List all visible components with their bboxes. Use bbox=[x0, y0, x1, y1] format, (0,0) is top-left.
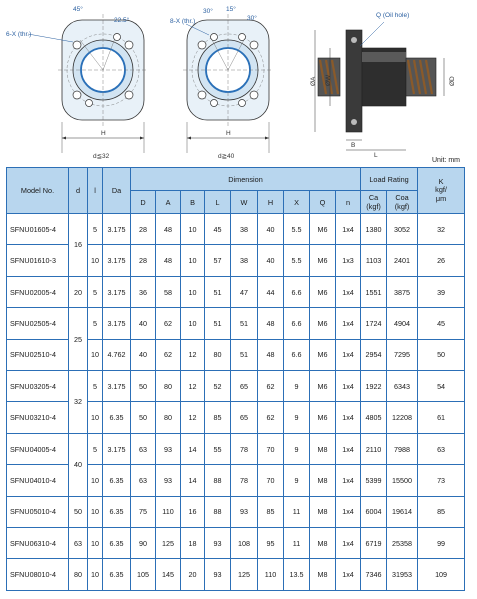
cell-b: 10 bbox=[181, 276, 205, 307]
cell-d: 63 bbox=[131, 433, 156, 464]
cell-w: 51 bbox=[231, 339, 258, 370]
cell-l: 45 bbox=[205, 214, 231, 245]
cell-da: 6.35 bbox=[103, 465, 131, 496]
cell-d: 80 bbox=[69, 559, 88, 591]
cell-ca: 1380 bbox=[361, 214, 387, 245]
spec-table-body bbox=[7, 214, 465, 591]
header-dim-a: A bbox=[156, 191, 181, 214]
header-ca-unit: (kgf) bbox=[366, 202, 381, 211]
cell-l: 52 bbox=[205, 371, 231, 402]
cell-model: SFNU03205-4 bbox=[7, 371, 69, 402]
cell-n: 1x4 bbox=[336, 339, 361, 370]
header-dim-h: H bbox=[258, 191, 284, 214]
cell-q: M6 bbox=[310, 371, 336, 402]
cell-d: 50 bbox=[131, 371, 156, 402]
b-label: B bbox=[351, 142, 356, 149]
cell-da: 6.35 bbox=[103, 559, 131, 591]
header-load-rating: Load Rating bbox=[361, 168, 418, 191]
cell-q: M8 bbox=[310, 433, 336, 464]
table-row bbox=[7, 559, 465, 591]
cell-l: 10 bbox=[88, 339, 103, 370]
cell-h: 62 bbox=[258, 371, 284, 402]
cell-coa: 7988 bbox=[387, 433, 418, 464]
cell-n: 1x4 bbox=[336, 214, 361, 245]
cell-model: SFNU04005-4 bbox=[7, 433, 69, 464]
cell-coa: 15500 bbox=[387, 465, 418, 496]
cell-h: 95 bbox=[258, 528, 284, 559]
cell-l: 80 bbox=[205, 339, 231, 370]
cell-ca: 6719 bbox=[361, 528, 387, 559]
cell-h: 70 bbox=[258, 465, 284, 496]
cell-da: 3.175 bbox=[103, 433, 131, 464]
cell-b: 14 bbox=[181, 465, 205, 496]
cell-n: 1x4 bbox=[336, 496, 361, 527]
cell-k: 63 bbox=[418, 433, 465, 464]
cell-da: 6.35 bbox=[103, 496, 131, 527]
middle-dim-label: d≧40 bbox=[218, 153, 235, 160]
cell-l: 10 bbox=[88, 496, 103, 527]
cell-a: 110 bbox=[156, 496, 181, 527]
table-row bbox=[7, 496, 465, 527]
cell-model: SFNU05010-4 bbox=[7, 496, 69, 527]
cell-ca: 6004 bbox=[361, 496, 387, 527]
cell-w: 51 bbox=[231, 308, 258, 339]
cell-da: 6.35 bbox=[103, 402, 131, 433]
cell-q: M6 bbox=[310, 339, 336, 370]
cell-d: 32 bbox=[69, 371, 88, 434]
left-angle-outer: 45° bbox=[73, 6, 83, 13]
nut-side-view bbox=[310, 12, 456, 159]
cell-da: 3.175 bbox=[103, 245, 131, 276]
cell-n: 1x4 bbox=[336, 559, 361, 591]
table-row bbox=[7, 214, 465, 245]
cell-k: 50 bbox=[418, 339, 465, 370]
dia-d-label: ØD bbox=[449, 76, 456, 86]
cell-coa: 2401 bbox=[387, 245, 418, 276]
cell-n: 1x4 bbox=[336, 371, 361, 402]
cell-h: 48 bbox=[258, 308, 284, 339]
l-label: L bbox=[374, 152, 378, 159]
cell-w: 78 bbox=[231, 433, 258, 464]
cell-q: M8 bbox=[310, 465, 336, 496]
cell-d: 40 bbox=[131, 339, 156, 370]
header-coa-unit: (kgf) bbox=[394, 202, 410, 211]
cell-model: SFNU06310-4 bbox=[7, 528, 69, 559]
cell-ca: 1724 bbox=[361, 308, 387, 339]
cell-k: 85 bbox=[418, 496, 465, 527]
cell-x: 6.6 bbox=[284, 308, 310, 339]
cell-w: 65 bbox=[231, 402, 258, 433]
cell-da: 3.175 bbox=[103, 214, 131, 245]
cell-w: 38 bbox=[231, 245, 258, 276]
cell-x: 6.6 bbox=[284, 276, 310, 307]
cell-k: 109 bbox=[418, 559, 465, 591]
cell-x: 11 bbox=[284, 496, 310, 527]
cell-a: 48 bbox=[156, 245, 181, 276]
cell-l: 5 bbox=[88, 433, 103, 464]
cell-l: 10 bbox=[88, 402, 103, 433]
cell-model: SFNU02510-4 bbox=[7, 339, 69, 370]
cell-d: 105 bbox=[131, 559, 156, 591]
cell-coa: 4904 bbox=[387, 308, 418, 339]
header-dim-x: X bbox=[284, 191, 310, 214]
cell-a: 80 bbox=[156, 402, 181, 433]
cell-w: 47 bbox=[231, 276, 258, 307]
cell-d: 50 bbox=[69, 496, 88, 527]
cell-x: 13.5 bbox=[284, 559, 310, 591]
cell-coa: 31953 bbox=[387, 559, 418, 591]
cell-a: 145 bbox=[156, 559, 181, 591]
left-width-label: H bbox=[101, 130, 106, 137]
flange-view-8-hole bbox=[170, 5, 273, 160]
table-row bbox=[7, 528, 465, 559]
cell-l: 57 bbox=[205, 245, 231, 276]
spec-table bbox=[6, 167, 465, 591]
header-dim-n: n bbox=[336, 191, 361, 214]
cell-n: 1x3 bbox=[336, 245, 361, 276]
middle-angle-left: 30° bbox=[203, 8, 213, 15]
left-bolt-holes-label: 6-X (thr.) bbox=[6, 31, 32, 38]
cell-q: M6 bbox=[310, 245, 336, 276]
cell-model: SFNU01610-3 bbox=[7, 245, 69, 276]
cell-l: 88 bbox=[205, 496, 231, 527]
cell-coa: 12208 bbox=[387, 402, 418, 433]
left-dim-label: d≦32 bbox=[93, 153, 110, 160]
table-row bbox=[7, 371, 465, 402]
cell-model: SFNU03210-4 bbox=[7, 402, 69, 433]
cell-d: 28 bbox=[131, 214, 156, 245]
cell-b: 12 bbox=[181, 402, 205, 433]
header-dimension: Dimension bbox=[131, 168, 361, 191]
cell-l: 51 bbox=[205, 308, 231, 339]
cell-h: 70 bbox=[258, 433, 284, 464]
header-dim-d: D bbox=[131, 191, 156, 214]
cell-n: 1x4 bbox=[336, 528, 361, 559]
cell-da: 3.175 bbox=[103, 371, 131, 402]
header-da: Da bbox=[103, 168, 131, 214]
cell-ca: 1922 bbox=[361, 371, 387, 402]
cell-model: SFNU08010-4 bbox=[7, 559, 69, 591]
cell-a: 62 bbox=[156, 339, 181, 370]
header-dim-b: B bbox=[181, 191, 205, 214]
cell-w: 65 bbox=[231, 371, 258, 402]
header-dim-w: W bbox=[231, 191, 258, 214]
dia-a-label: ØA bbox=[310, 76, 317, 86]
cell-q: M8 bbox=[310, 559, 336, 591]
cell-d: 40 bbox=[131, 308, 156, 339]
cell-b: 16 bbox=[181, 496, 205, 527]
cell-b: 12 bbox=[181, 339, 205, 370]
table-row bbox=[7, 276, 465, 307]
cell-x: 6.6 bbox=[284, 339, 310, 370]
cell-ca: 5399 bbox=[361, 465, 387, 496]
cell-model: SFNU02505-4 bbox=[7, 308, 69, 339]
header-k-unit2: μm bbox=[435, 193, 447, 203]
cell-coa: 7295 bbox=[387, 339, 418, 370]
cell-l: 5 bbox=[88, 276, 103, 307]
cell-l: 5 bbox=[88, 371, 103, 402]
cell-x: 9 bbox=[284, 433, 310, 464]
cell-ca: 1551 bbox=[361, 276, 387, 307]
unit-label: Unit: mm bbox=[432, 157, 460, 164]
header-k-label: K bbox=[438, 176, 444, 186]
header-coa bbox=[387, 191, 418, 214]
cell-n: 1x4 bbox=[336, 433, 361, 464]
left-angle-inner: 22.5° bbox=[114, 17, 130, 24]
cell-coa: 3052 bbox=[387, 214, 418, 245]
header-coa-label: Coa bbox=[395, 193, 409, 202]
cell-a: 93 bbox=[156, 433, 181, 464]
cell-d: 16 bbox=[69, 214, 88, 277]
cell-d: 75 bbox=[131, 496, 156, 527]
cell-h: 110 bbox=[258, 559, 284, 591]
cell-h: 40 bbox=[258, 214, 284, 245]
cell-b: 18 bbox=[181, 528, 205, 559]
middle-bolt-holes-label: 8-X (thr.) bbox=[170, 18, 196, 25]
cell-coa: 6343 bbox=[387, 371, 418, 402]
cell-k: 54 bbox=[418, 371, 465, 402]
cell-k: 26 bbox=[418, 245, 465, 276]
cell-b: 10 bbox=[181, 245, 205, 276]
cell-d: 63 bbox=[69, 528, 88, 559]
cell-l: 10 bbox=[88, 245, 103, 276]
cell-d: 63 bbox=[131, 465, 156, 496]
header-d: d bbox=[69, 168, 88, 214]
oil-hole-label: Q (Oil hole) bbox=[376, 12, 410, 19]
cell-model: SFNU04010-4 bbox=[7, 465, 69, 496]
cell-coa: 19614 bbox=[387, 496, 418, 527]
cell-ca: 2110 bbox=[361, 433, 387, 464]
cell-x: 5.5 bbox=[284, 245, 310, 276]
middle-angle-right: 30° bbox=[247, 15, 257, 22]
table-row bbox=[7, 433, 465, 464]
technical-drawings bbox=[0, 0, 477, 160]
header-k bbox=[418, 168, 465, 214]
cell-k: 61 bbox=[418, 402, 465, 433]
cell-n: 1x4 bbox=[336, 465, 361, 496]
cell-ca: 4805 bbox=[361, 402, 387, 433]
cell-ca: 1103 bbox=[361, 245, 387, 276]
cell-q: M6 bbox=[310, 402, 336, 433]
cell-a: 80 bbox=[156, 371, 181, 402]
cell-w: 78 bbox=[231, 465, 258, 496]
cell-w: 93 bbox=[231, 496, 258, 527]
header-ca bbox=[361, 191, 387, 214]
cell-l: 93 bbox=[205, 528, 231, 559]
cell-a: 62 bbox=[156, 308, 181, 339]
cell-d: 90 bbox=[131, 528, 156, 559]
cell-d: 36 bbox=[131, 276, 156, 307]
cell-da: 6.35 bbox=[103, 528, 131, 559]
cell-d: 50 bbox=[131, 402, 156, 433]
middle-angle-center: 15° bbox=[226, 6, 236, 13]
cell-d: 25 bbox=[69, 308, 88, 371]
cell-q: M6 bbox=[310, 276, 336, 307]
cell-q: M6 bbox=[310, 308, 336, 339]
cell-n: 1x4 bbox=[336, 402, 361, 433]
cell-ca: 7346 bbox=[361, 559, 387, 591]
cell-k: 39 bbox=[418, 276, 465, 307]
header-l: l bbox=[88, 168, 103, 214]
cell-w: 38 bbox=[231, 214, 258, 245]
cell-a: 125 bbox=[156, 528, 181, 559]
cell-b: 10 bbox=[181, 214, 205, 245]
cell-model: SFNU01605-4 bbox=[7, 214, 69, 245]
cell-h: 62 bbox=[258, 402, 284, 433]
table-row bbox=[7, 308, 465, 339]
header-dim-q: Q bbox=[310, 191, 336, 214]
cell-k: 73 bbox=[418, 465, 465, 496]
cell-coa: 25358 bbox=[387, 528, 418, 559]
header-dim-l: L bbox=[205, 191, 231, 214]
cell-n: 1x4 bbox=[336, 308, 361, 339]
cell-da: 3.175 bbox=[103, 308, 131, 339]
cell-h: 48 bbox=[258, 339, 284, 370]
cell-h: 40 bbox=[258, 245, 284, 276]
cell-x: 9 bbox=[284, 402, 310, 433]
cell-l: 55 bbox=[205, 433, 231, 464]
cell-x: 9 bbox=[284, 371, 310, 402]
cell-a: 58 bbox=[156, 276, 181, 307]
cell-l: 51 bbox=[205, 276, 231, 307]
cell-k: 99 bbox=[418, 528, 465, 559]
cell-b: 10 bbox=[181, 308, 205, 339]
cell-k: 32 bbox=[418, 214, 465, 245]
cell-l: 5 bbox=[88, 308, 103, 339]
cell-l: 85 bbox=[205, 402, 231, 433]
cell-b: 12 bbox=[181, 371, 205, 402]
cell-b: 14 bbox=[181, 433, 205, 464]
cell-l: 5 bbox=[88, 214, 103, 245]
cell-x: 5.5 bbox=[284, 214, 310, 245]
cell-x: 11 bbox=[284, 528, 310, 559]
cell-da: 4.762 bbox=[103, 339, 131, 370]
header-k-unit1: kgf/ bbox=[435, 185, 447, 195]
cell-q: M8 bbox=[310, 496, 336, 527]
cell-b: 20 bbox=[181, 559, 205, 591]
cell-l: 10 bbox=[88, 465, 103, 496]
cell-l: 93 bbox=[205, 559, 231, 591]
cell-l: 10 bbox=[88, 559, 103, 591]
header-ca-label: Ca bbox=[368, 193, 379, 202]
cell-w: 125 bbox=[231, 559, 258, 591]
cell-a: 93 bbox=[156, 465, 181, 496]
cell-l: 88 bbox=[205, 465, 231, 496]
cell-q: M6 bbox=[310, 214, 336, 245]
cell-d: 40 bbox=[69, 433, 88, 496]
cell-l: 10 bbox=[88, 528, 103, 559]
cell-d: 28 bbox=[131, 245, 156, 276]
cell-da: 3.175 bbox=[103, 276, 131, 307]
cell-h: 44 bbox=[258, 276, 284, 307]
dia-w-label: ØW bbox=[325, 74, 332, 86]
cell-coa: 3875 bbox=[387, 276, 418, 307]
cell-a: 48 bbox=[156, 214, 181, 245]
cell-x: 9 bbox=[284, 465, 310, 496]
flange-view-6-hole bbox=[6, 5, 148, 160]
cell-h: 85 bbox=[258, 496, 284, 527]
cell-q: M8 bbox=[310, 528, 336, 559]
cell-ca: 2954 bbox=[361, 339, 387, 370]
cell-d: 20 bbox=[69, 276, 88, 307]
cell-n: 1x4 bbox=[336, 276, 361, 307]
middle-width-label: H bbox=[226, 130, 231, 137]
cell-w: 108 bbox=[231, 528, 258, 559]
header-model: Model No. bbox=[7, 168, 69, 214]
cell-model: SFNU02005-4 bbox=[7, 276, 69, 307]
cell-k: 45 bbox=[418, 308, 465, 339]
